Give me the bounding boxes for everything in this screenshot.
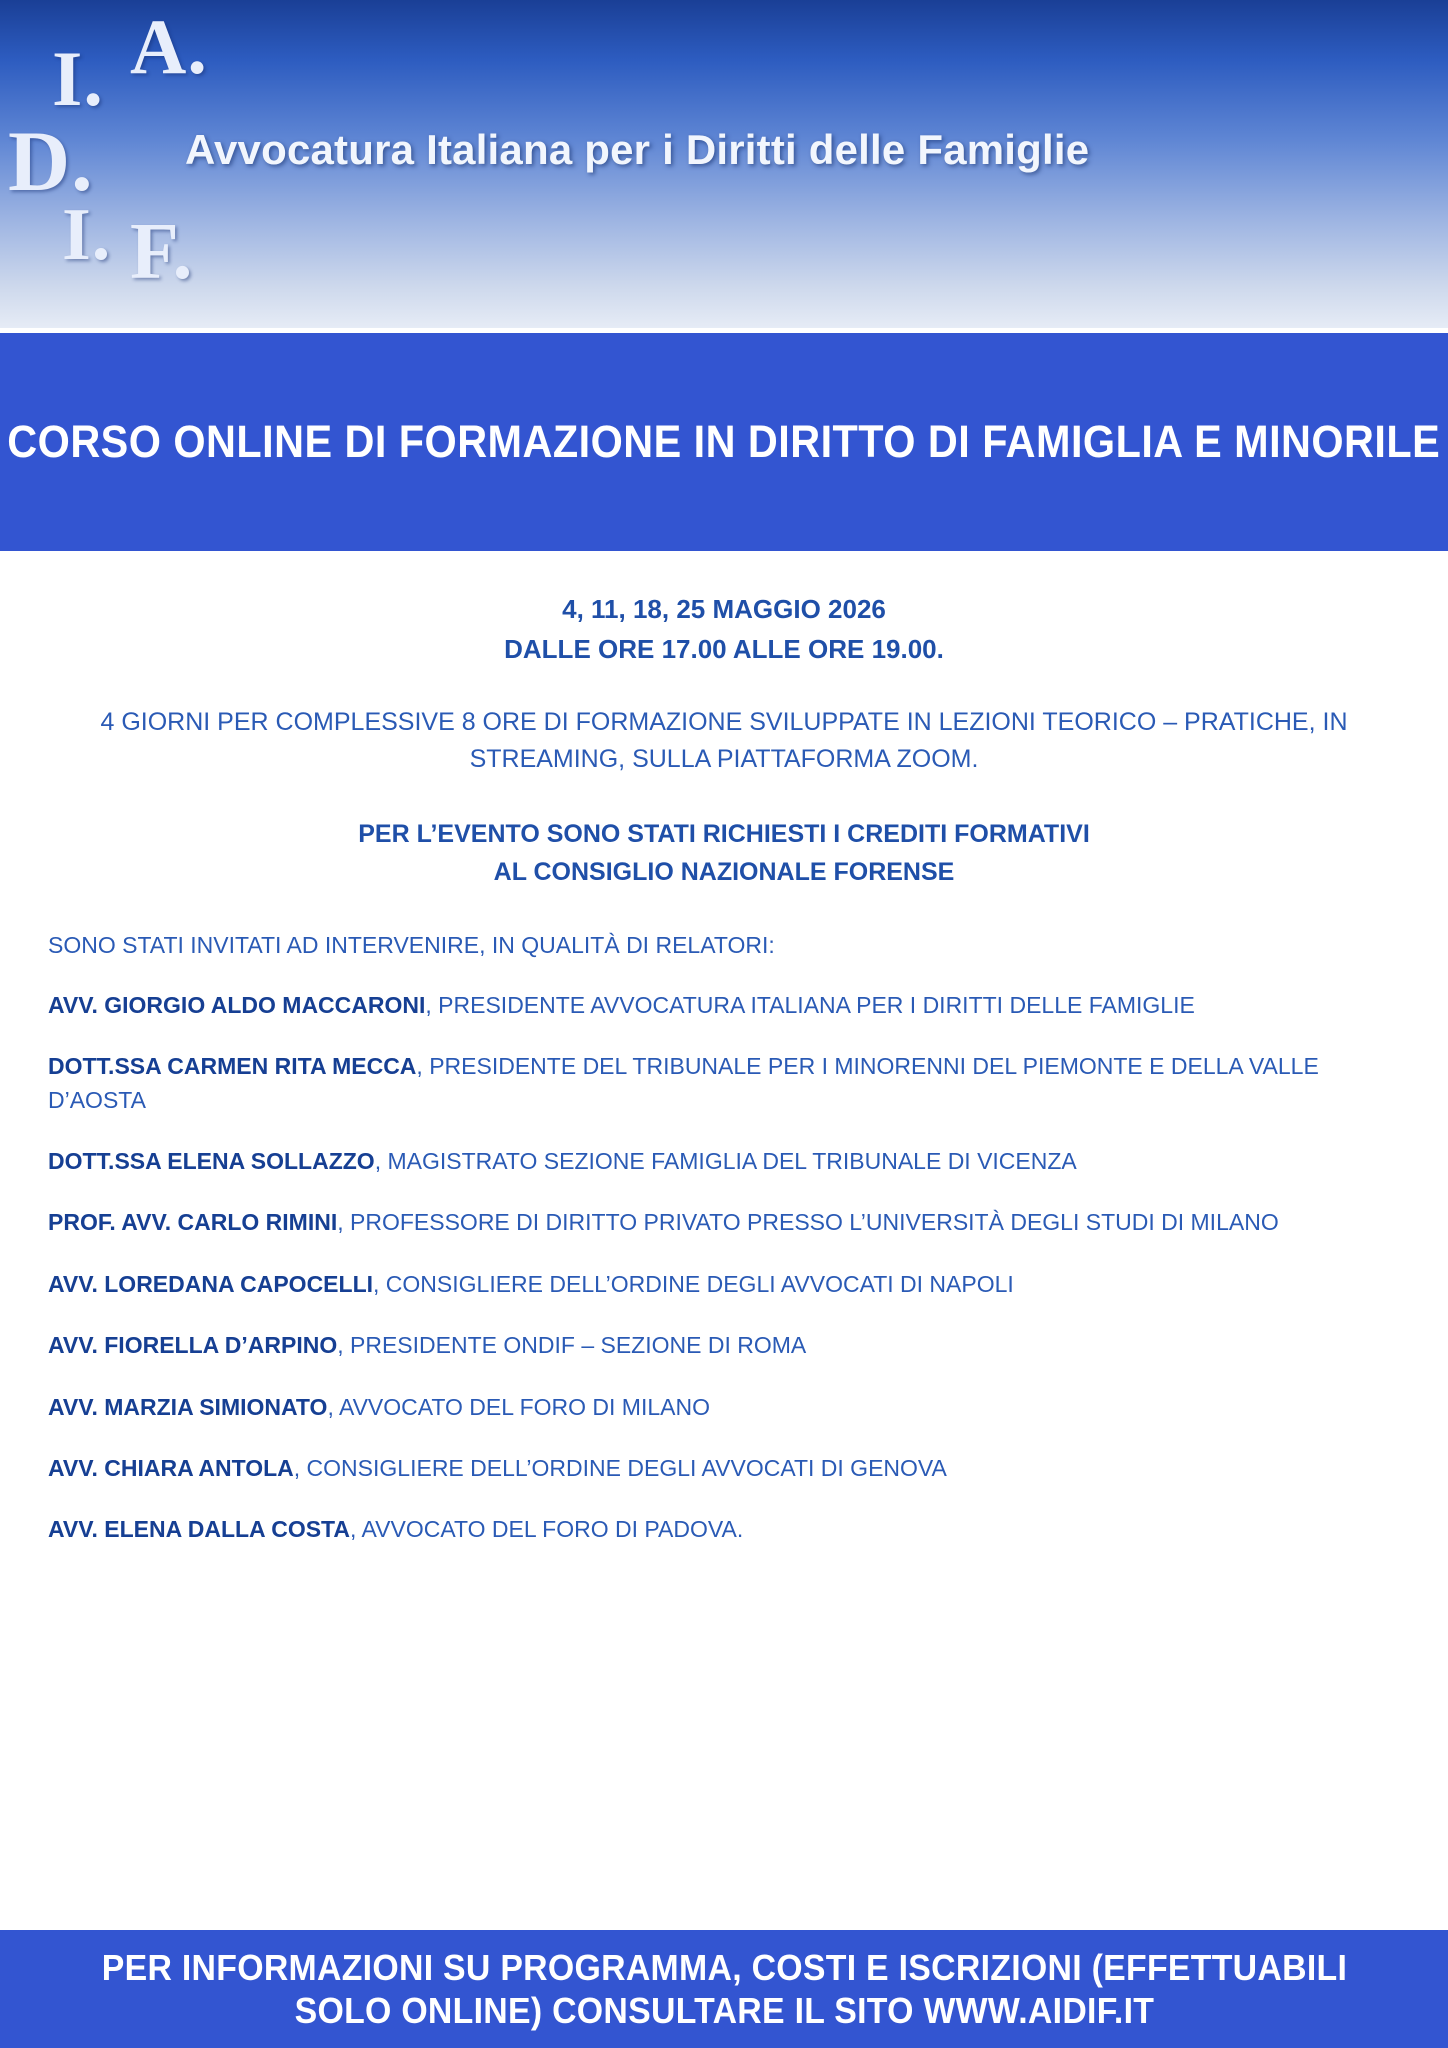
logo-letter-f: F. (130, 208, 194, 296)
speaker-entry (48, 989, 1400, 1022)
footer-line2: SOLO ONLINE) CONSULTARE IL SITO WWW.AIDIF.IT (294, 1990, 1154, 2031)
speaker-name: AVV. LOREDANA CAPOCELLI (48, 1270, 374, 1297)
speaker-name: DOTT.SSA CARMEN RITA MECCA (48, 1053, 417, 1080)
course-description: 4 GIORNI PER COMPLESSIVE 8 ORE DI FORMAZIONE SVILUPPATE IN LEZIONI TEORICO – PRATICHE, IN STREAMING, SULLA PIATTAFORMA ZOOM. (100, 707, 1348, 774)
speaker-role: , PRESIDENTE ONDIF – SEZIONE DI ROMA (337, 1332, 807, 1359)
course-dates (48, 589, 1400, 670)
speaker-role: , MAGISTRATO SEZIONE FAMIGLIA DEL TRIBUNALE DI VICENZA (374, 1148, 1077, 1175)
speaker-entry (48, 1268, 1400, 1301)
course-title: CORSO ONLINE DI FORMAZIONE IN DIRITTO DI FAMIGLIA E MINORILE (7, 416, 1441, 467)
logo-letter-d: D. (8, 113, 94, 209)
speaker-name: AVV. CHIARA ANTOLA (48, 1454, 294, 1481)
header-logo-area (0, 0, 1448, 333)
speaker-entry (48, 1145, 1400, 1178)
header-divider (0, 328, 1448, 333)
credits-notice (48, 815, 1400, 893)
poster-header (0, 0, 1448, 333)
credits-line1: PER L’EVENTO SONO STATI RICHIESTI I CREDITI FORMATIVI (358, 819, 1090, 848)
logo-letter-a: A. (130, 3, 208, 90)
speaker-entry (48, 1452, 1400, 1485)
footer-line1: PER INFORMAZIONI SU PROGRAMMA, COSTI E ISCRIZIONI (EFFETTUABILI (101, 1946, 1347, 1988)
speaker-entry (48, 1206, 1400, 1239)
speaker-name: AVV. FIORELLA D’ARPINO (48, 1332, 338, 1359)
course-dates-line1: 4, 11, 18, 25 MAGGIO 2026 (562, 594, 886, 624)
logo-letter-i2: I. (62, 194, 112, 276)
footer-info (101, 1946, 1346, 2032)
speaker-role: , AVVOCATO DEL FORO DI MILANO (327, 1393, 710, 1420)
speaker-entry (48, 1050, 1400, 1117)
course-dates-line2: DALLE ORE 17.00 ALLE ORE 19.00. (504, 634, 944, 665)
credits-line2: AL CONSIGLIO NAZIONALE FORENSE (493, 858, 955, 887)
speakers-lead: SONO STATI INVITATI AD INTERVENIRE, IN QUALITÀ DI RELATORI: (48, 932, 775, 959)
speaker-entry (48, 1329, 1400, 1362)
speaker-name: DOTT.SSA ELENA SOLLAZZO (48, 1148, 375, 1175)
speaker-name: AVV. ELENA DALLA COSTA (48, 1516, 350, 1543)
speaker-entry (48, 1391, 1400, 1424)
logo-letter-i1: I. (52, 35, 104, 122)
speaker-role: , AVVOCATO DEL FORO DI PADOVA. (350, 1516, 744, 1543)
speaker-role: , PRESIDENTE DEL TRIBUNALE PER I MINORENNI DEL PIEMONTE E DELLA VALLE D’AOSTA (48, 1053, 1319, 1113)
speaker-role: , CONSIGLIERE DELL’ORDINE DEGLI AVVOCATI DI NAPOLI (373, 1270, 1014, 1297)
organization-title: Avvocatura Italiana per i Diritti delle Famiglie (185, 126, 1090, 173)
speaker-name: AVV. GIORGIO ALDO MACCARONI (48, 992, 426, 1019)
speaker-entry (48, 1513, 1400, 1546)
poster-footer (0, 1930, 1448, 2048)
speaker-name: PROF. AVV. CARLO RIMINI (48, 1209, 338, 1236)
poster-body (0, 551, 1448, 1930)
speaker-role: , CONSIGLIERE DELL’ORDINE DEGLI AVVOCATI DI GENOVA (293, 1454, 947, 1481)
speaker-role: , PRESIDENTE AVVOCATURA ITALIANA PER I DIRITTI DELLE FAMIGLIE (425, 992, 1195, 1019)
speaker-role: , PROFESSORE DI DIRITTO PRIVATO PRESSO L’UNIVERSITÀ DEGLI STUDI DI MILANO (337, 1209, 1279, 1236)
speaker-name: AVV. MARZIA SIMIONATO (48, 1393, 328, 1420)
course-title-bar (0, 333, 1448, 551)
